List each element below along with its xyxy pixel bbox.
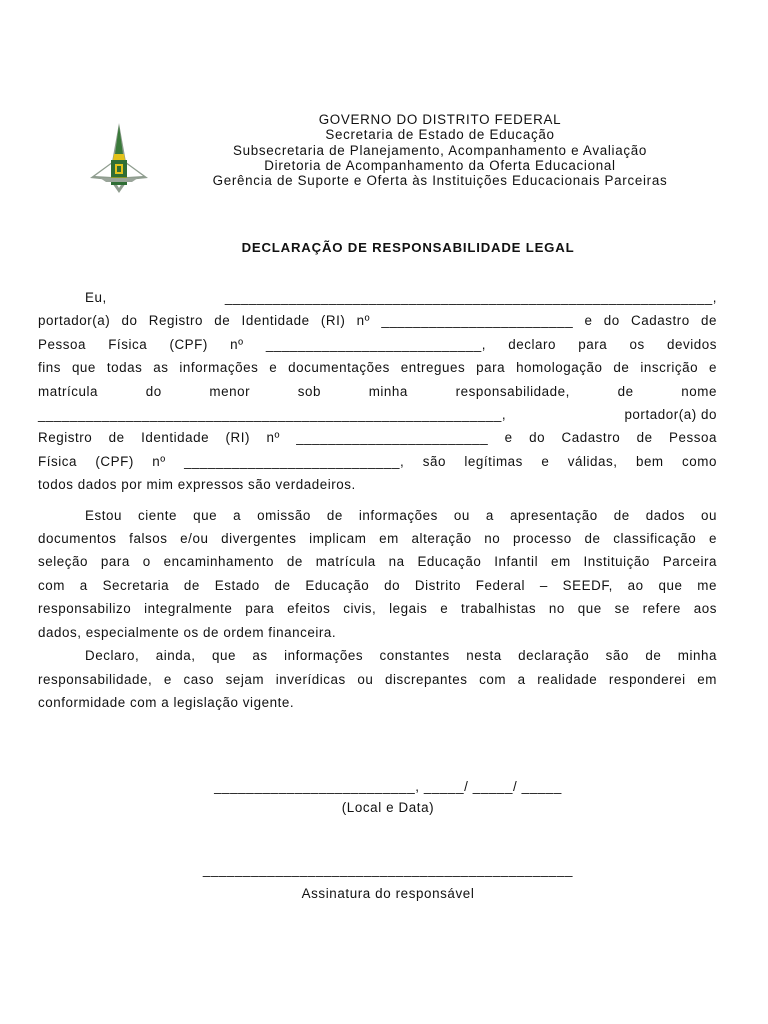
- body-line: com a Secretaria de Estado de Educação do Distrito Federal – SEEDF, ao que me: [38, 577, 717, 593]
- body-line: Estou ciente que a omissão de informações ou a apresentação de dados ou: [85, 507, 717, 523]
- body-line: todos dados por mim expressos são verdadeiros.: [38, 477, 356, 493]
- body-line: seleção para o encaminhamento de matrícula na Educação Infantil em Instituição Parceira: [38, 554, 717, 570]
- document-title: DECLARAÇÃO DE RESPONSABILIDADE LEGAL: [241, 240, 575, 255]
- header-secretariat: Secretaria de Estado de Educação: [325, 127, 555, 143]
- header-government: GOVERNO DO DISTRITO FEDERAL: [318, 112, 562, 127]
- paragraph-identification: [38, 286, 717, 497]
- body-line: conformidade com a legislação vigente.: [38, 694, 295, 710]
- body-line: fins que todas as informações e documentações entregues para homologação de inscrição e: [38, 360, 717, 376]
- body-text: portador(a) do: [624, 407, 717, 423]
- body-line: Física (CPF) nº ___________________________, são legítimas e válidas, bem como: [38, 453, 717, 469]
- name-blank: _____________________________________________________________,: [224, 290, 717, 305]
- brasao-distrito-federal-icon: [88, 122, 150, 194]
- body-line: [38, 286, 717, 309]
- body-text: Eu,: [85, 290, 107, 305]
- signature-caption: Assinatura do responsável: [301, 886, 475, 901]
- signature-line: ______________________________________________: [202, 862, 574, 877]
- header-management: Gerência de Suporte e Oferta às Instituições Educacionais Parceiras: [212, 173, 668, 189]
- minor-name-blank: __________________________________________________________,: [38, 407, 507, 423]
- paragraph-awareness: [38, 504, 717, 644]
- body-line: Declaro, ainda, que as informações constantes nesta declaração são de minha: [85, 648, 717, 664]
- body-line: documentos falsos e/ou divergentes implicam em alteração no processo de classificação e: [38, 531, 717, 547]
- paragraph-declaration: [38, 644, 717, 714]
- body-line: dados, especialmente os de ordem financeira.: [38, 624, 337, 640]
- body-line: Pessoa Física (CPF) nº ___________________________, declaro para os devidos: [38, 336, 717, 352]
- header-subsecretariat: Subsecretaria de Planejamento, Acompanhamento e Avaliação: [232, 142, 648, 158]
- body-line: [38, 403, 717, 426]
- body-line: matrícula do menor sob minha responsabilidade, de nome: [38, 383, 717, 399]
- document-header: [175, 112, 705, 188]
- body-line: portador(a) do Registro de Identidade (RI) nº ________________________ e do Cadastro de: [38, 313, 717, 329]
- header-directorate: Diretoria de Acompanhamento da Oferta Educacional: [264, 157, 616, 173]
- body-line: responsabilidade, e caso sejam inverídicas ou discrepantes com a realidade responderei em: [38, 671, 717, 687]
- place-date-line: _________________________, _____/ _____/ _____: [214, 779, 562, 794]
- body-line: Registro de Identidade (RI) nº ________________________ e do Cadastro de Pessoa: [38, 430, 717, 446]
- body-line: responsabilizo integralmente para efeitos civis, legais e trabalhistas no que se refere aos: [38, 601, 717, 617]
- place-date-caption: (Local e Data): [341, 800, 435, 815]
- document-body: [38, 286, 717, 714]
